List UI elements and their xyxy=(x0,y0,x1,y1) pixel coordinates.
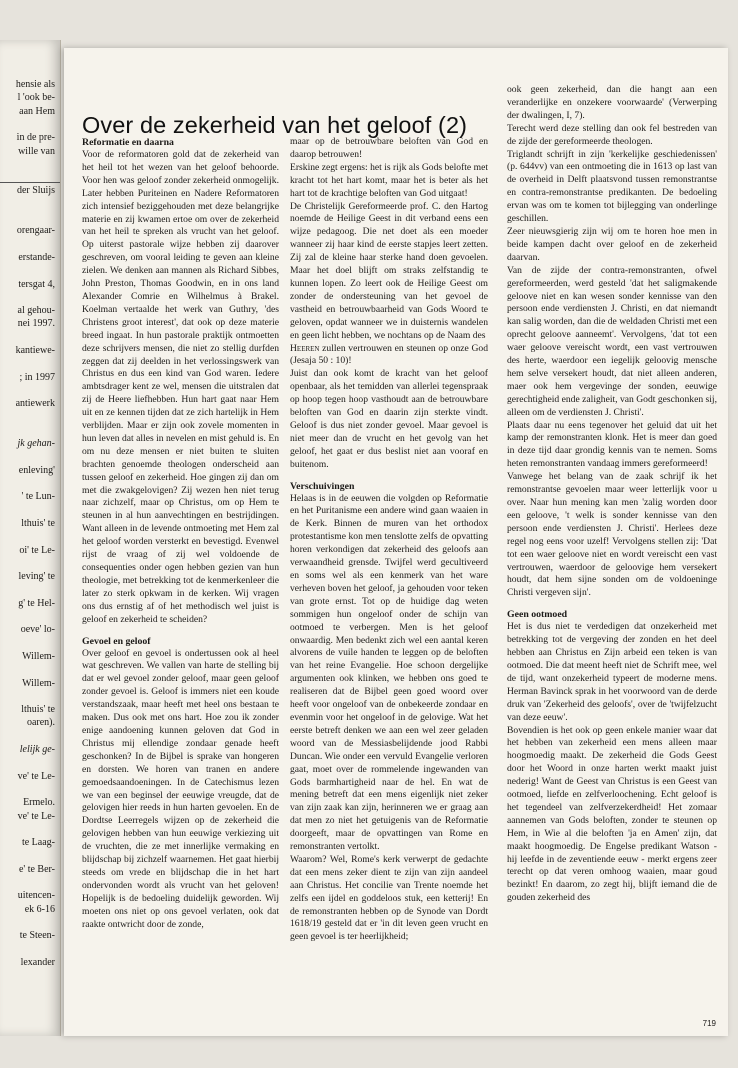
column-1 xyxy=(82,136,279,1026)
previous-page-line: Willem- xyxy=(22,650,55,662)
previous-page-line: orengaar- xyxy=(16,225,55,237)
previous-page-line: lthuis' te xyxy=(21,704,55,716)
previous-page-rule xyxy=(0,182,60,183)
previous-page-line: enleving' xyxy=(18,464,55,476)
paragraph-text: zullen vertrouwen en steunen op onze God (Jesaja 50 : 10)! xyxy=(290,342,488,367)
paragraph: Voor de reformatoren gold dat de zekerheid van het heil tot het wezen van het geloof behoorde. Voor hen was geloof zonder zekerheid onmogelijk. Later hebben Puriteinen en Nadere Reformatoren zich intensief beziggehouden met deze belangrijke materie en zij kwamen ertoe om over de zekerheid van het heil te spreken als vrucht van het geloof. Op uiterst pastorale wijze hebben zij daarover geschreven, om vooral leiding te geven aan kleine zielen. We denken aan mannen als Richard Sibbes, John Preston, Thomas Goodwin, en in ons land Alexander Comrie en Wilhelmus à Brakel. Koelman vertaalde het werk van Guthry, 'des Christens groot interest', dat ook op deze materie breed ingaat. In hun pastorale praktijk ontmoetten deze schrijvers mensen, die niet zo stellig durfden zeggen dat zij deelden in het verlossingswerk van Christus en dus een kind van God waren. Iedere ambtsdrager kent ze wel, mensen die uitstralen dat zij de Heere liefhebben. Hun hart gaat naar Hem uit en ze kennen tijden dat ze zich hartelijk in Hem verblijden. Maar er zijn ook zovele momenten in hun leven dat alles in nevelen en mist gehuld is. En om nu deze mensen er niet buiten te sluiten brachten genoemde theologen onderscheid aan tussen geloof en zekerheid. Hoe gingen zij dan om met die zwakgelovigen? Zij wezen hen niet terug naar zichzelf, maar op Christus, om op Hem te steunen in al hun aanvechtingen en bestrijdingen. Want alleen in de levende ontmoeting met Hem zal het geloof worden versterkt en bevestigd. Evenwel rijst de vraag of zij wel voldoende de consequenties onder ogen hebben gezien van hun theologie, met betrekking tot de kenmerkenleer die later zo sterk opkwam in de kerken. Wij vragen ons dus ernstig af of het methodisch wel juist is geloof en zekerheid te scheiden? xyxy=(82,149,279,625)
section-heading: Reformatie en daarna xyxy=(82,137,174,148)
paragraph: Bovendien is het ook op geen enkele manier waar dat het hebben van zekerheid een mens alleen maar hoogmoedig maakt. De zekerheid die Gods Geest door het Woord in onze harten werkt maakt juist nederig! Want de Geest van Christus is een Geest van ootmoed, liefde en zelfverloochening. Echt geloof is het tegendeel van zelfverzekerdheid! Het zomaar aannemen van Gods beloften, zonder te steunen op Hem, in Wie al die beloften 'ja en Amen' zijn, dat maakt hoogmoedig. De Engelse predikant Watson - hij leefde in de zeventiende eeuw - merkt ergens zeer terecht op dat veren omhoog waaien, maar goud bezinkt! En daarom, zo zegt hij, blijft iemand die de gouden zekerheid des xyxy=(507,724,717,904)
previous-page-line: oaren). xyxy=(26,717,55,729)
previous-page-line: wille van xyxy=(18,145,55,157)
paragraph: maar op de betrouwbare beloften van God en daarop betrouwen! xyxy=(290,136,488,160)
previous-page-line: te Laag- xyxy=(21,837,55,849)
previous-page-line: al gehou- xyxy=(17,305,55,317)
previous-page-line: nei 1997. xyxy=(17,318,55,330)
previous-page-line: lexander xyxy=(20,956,55,968)
paragraph: Terecht werd deze stelling dan ook fel bestreden van de zijde der gereformeerde theologen. xyxy=(507,122,717,147)
previous-page-line: lelijk ge- xyxy=(19,744,55,755)
paragraph: Het is dus niet te verdedigen dat onzekerheid met betrekking tot de vergeving der zonden en het deel hebben aan Christus en Zijn arbeid een teken is van ootmoed. Die dat meent heeft niet de Schrift mee, wel de tijd, want onzekerheid typeert de moderne mens. Herman Bavinck sprak in het voorwoord van de derde druk van 'Zekerheid des geloofs', over de 'twijfelzucht van deze eeuw'. xyxy=(507,621,717,723)
previous-page-line: l 'ook be- xyxy=(17,92,55,104)
previous-page-line: ' te Lun- xyxy=(21,491,55,503)
paragraph: Zeer nieuwsgierig zijn wij om te horen hoe men in beide kampen dacht over geloof en de zekerheid daarvan. xyxy=(507,225,717,263)
previous-page-line: tersgat 4, xyxy=(18,278,55,290)
previous-page-line: in de pre- xyxy=(16,132,55,144)
previous-page-line: Ermelo. xyxy=(23,797,55,809)
previous-page-line: lthuis' te xyxy=(21,517,55,529)
previous-page-line: e' te Ber- xyxy=(18,863,55,875)
previous-page-line: Willem- xyxy=(22,677,55,689)
section-heading: Verschuivingen xyxy=(290,480,355,492)
paragraph: Vanwege het belang van de zaak schrijf ik het remonstrantse gevoelen maar weer letterlijk voor u over. Naar hun mening kan men 'zalig worden door een geloove, 't welk is sonder kennisse van den persoon ende verdiensten J. Christi'. Herlees deze regel nog eens voor uzelf! Vervolgens stellen zij: 'Dat tot een waer geloove niet en wordt vereischt een vast vertrouwen, waerdoor de geloovige hem versekert houdt, dat hem sijne sonden om de voldoeninge Christi vergeven sijn'. xyxy=(507,471,717,599)
previous-page-line: oi' te Le- xyxy=(19,544,55,556)
magazine-page xyxy=(64,48,728,1036)
paragraph: Triglandt schrijft in zijn 'kerkelijke geschiedenissen' (p. 644vv) van een ontmoeting die in 1613 op last van de overheid in Delft plaatsvond tussen remonstrantse en contra-remonstrantse predikanten. De bedoeling ervan was om te komen tot bijlegging van onderlinge geschillen. xyxy=(507,148,717,225)
previous-page-line: ek 6-16 xyxy=(24,903,55,915)
previous-page-line: te Steen- xyxy=(19,930,55,942)
previous-page-line: ; in 1997 xyxy=(19,371,55,383)
paragraph: Van de zijde der contra-remonstranten, ofwel gereformeerden, werd gesteld 'dat het saligmakende geloove niet en kan wesen sonder kennisse van den persoon ende verdiensten J. Christi, en dat niemandt kan salig worden, dan die de weldaden Christi met een oprecht geloove aanneemt'. Vervolgens, 'dat tot een waer geloove vereischt wordt, een vast vertrouwen des herte, waerdoor een iegelijk geloovig mensche hem selve versekert houdt, dat niet alleen anderen, maer ook hem vergevinge der sonden, eeuwige gerechtigheid ende zaligheit, van Godt geschonken sij, alleen om de verdiensten J. Christi'. xyxy=(507,264,717,418)
paragraph: Helaas is in de eeuwen die volgden op Reformatie en het Puritanisme een andere wind gaan waaien in de Kerk. Binnen de muren van het orthodox protestantisme kon men tenslotte zelfs de opvatting horen verkondigen dat zekerheid des geloofs aan verwaandheid grensde. Twijfel werd gecultiveerd en soms wel als een kenmerk van het ware verheven boven het geloof, ja gehouden voor teken van grote ernst. Tot op de huidige dag weten sommigen hun ongeloof onder de schijn van ootmoed te verbergen. Men is het geloof onwaardig. Men bedenkt zich wel een aantal keren alvorens de vuile handen te leggen op de beloften van het reine Evangelie. Hoe schoon dergelijke argumenten ook klinken, we hebben ons goed te realiseren dat de Bijbel geen goed woord over heeft voor ongeloof van de onbekeerde zondaar en evenmin voor het ongeloof in de gelovige. Wat het eerste betreft denken we aan een wel zeer geladen woord van de Messiasbelijdende jood Rabbi Duncan. Wie onder een vervuld Evangelie verloren gaat, moet over de rommelende ingewanden van Gods barmhartigheid naar de hel. En wat de mening betreft dat een mens eigenlijk niet zeker van zijn zaak kan zijn, herinneren we er graag aan dat men zo niet het getuigenis van de Reformatie doorgeeft, maar de opvattingen van Rome en remonstranten vertolkt. xyxy=(290,492,488,853)
paragraph: ook geen zekerheid, dan die hangt aan een veranderlijke en onzekere voorwaarde' (Verwerping der dwalingen, I, 7). xyxy=(507,84,717,121)
previous-page-line: kantiewe- xyxy=(15,345,55,356)
paragraph xyxy=(290,343,488,369)
previous-page-line: der Sluijs xyxy=(16,185,55,197)
previous-page-line: g' te Hel- xyxy=(18,597,55,609)
previous-page-line: antiewerk xyxy=(15,398,55,410)
previous-page-line: ve' te Le- xyxy=(17,810,55,822)
previous-page-line: uitencen- xyxy=(17,890,55,902)
previous-page-line: erstande- xyxy=(18,251,55,263)
column-2 xyxy=(290,136,488,1026)
previous-page-line: hensie als xyxy=(15,79,55,90)
previous-page-edge xyxy=(0,40,61,1036)
previous-page-line: leving' te xyxy=(18,571,55,583)
paragraph: Over geloof en gevoel is ondertussen ook al heel wat geschreven. We vallen van harte de stelling bij dat er wel gevoel zonder geloof, maar geen geloof zonder gevoel is. Geloof is immers niet een koude verstandszaak, maar heeft met heel ons bestaan te maken. Dus ook met ons hart. Hoe zou ik zonder enige aandoening kunnen geloven dat God in Christus mij ellendige zondaar genade heeft geschonken? In de Bijbel is sprake van hongeren en dorsten. We horen van tranen en andere gemoedsaandoeningen. In de Catechismus lezen we van een beginsel der eeuwige vreugde, dat de gelovigen hier reeds in hun harten gevoelen. En de Dordtse Leerregels wijzen op de zekerheid die gelovigen hebben van hun eeuwige verkiezing uit de vruchten, die ze met innerlijke vermaking en blijdschap bij zichzelf waarnemen. Het gaat hierbij steeds om vrede en blijdschap die in het hart ondervonden wordt als vrucht van het geloven! Hopelijk is de bedoeling duidelijk geworden. Wij moeten ons niet op ons gevoel verlaten, ook dat raakte ontwricht door de zonde, xyxy=(82,647,279,930)
small-caps-word: Heeren xyxy=(290,342,320,354)
page-number: 719 xyxy=(702,1019,716,1028)
previous-page-line: jk gehan- xyxy=(17,438,55,450)
article-title: Over de zekerheid van het geloof (2) xyxy=(82,112,468,138)
previous-page-line: oeve' lo- xyxy=(20,624,55,636)
paragraph: Waarom? Wel, Rome's kerk verwerpt de gedachte dat een mens zeker dient te zijn van zijn aandeel aan Christus. Het concilie van Trente noemde het zelfs een ijdel en goddeloos stuk, een ketterij! En de remonstranten hebben op de Synode van Dordt 1618/19 gesteld dat er 'in dit leven geen vrucht en geen gevoel is ter heerlijkheid; xyxy=(290,853,488,943)
column-3 xyxy=(507,84,717,1026)
paragraph: Erskine zegt ergens: het is rijk als Gods belofte met kracht tot het hart komt, maar het is beter als het hart tot de krachtige beloften van God uitgaat! xyxy=(290,161,488,199)
paragraph: De Christelijk Gereformeerde prof. C. den Hartog noemde de Heilige Geest in dit verband eens een wijze pedagoog. Die net doet als een moeder wanneer zij haar kind de eerste stapjes leert zetten. Zij zal de kleine haar sterke hand doen gevoelen. Maar het doel blijft om straks zelfstandig te kunnen lopen. Zo leert ook de Heilige Geest om zonder de ondersteuning van het gevoel de vastheid en betrouwbaarheid van Gods Woord te geloven, opdat wanneer we in duisternis wandelen en geen licht hebben, we nochtans op de Naam des xyxy=(290,200,488,341)
section-heading: Geen ootmoed xyxy=(507,609,568,621)
previous-page-line: ve' te Le- xyxy=(17,770,55,782)
section-heading: Gevoel en geloof xyxy=(82,635,151,647)
paragraph: Juist dan ook komt de kracht van het geloof openbaar, als het temidden van allerlei tegenspraak op hoop tegen hoop vasthoudt aan de betrouwbare beloften van God en daarin zijn sterkte vindt. Geloof is dus niet zonder gevoel. Maar gevoel is niet meer dan de vrucht en het gevolg van het geloof, het gaat er dus beslist niet aan vooraf en buitenom. xyxy=(290,368,488,470)
previous-page-line: aan Hem xyxy=(19,105,55,117)
paragraph: Plaats daar nu eens tegenover het geluid dat uit het kamp der remonstranten klonk. Het is meer dan goed in deze tijd daar grondig kennis van te nemen. Soms heten remonstranten vandaag immers gereformeerd! xyxy=(507,419,717,470)
